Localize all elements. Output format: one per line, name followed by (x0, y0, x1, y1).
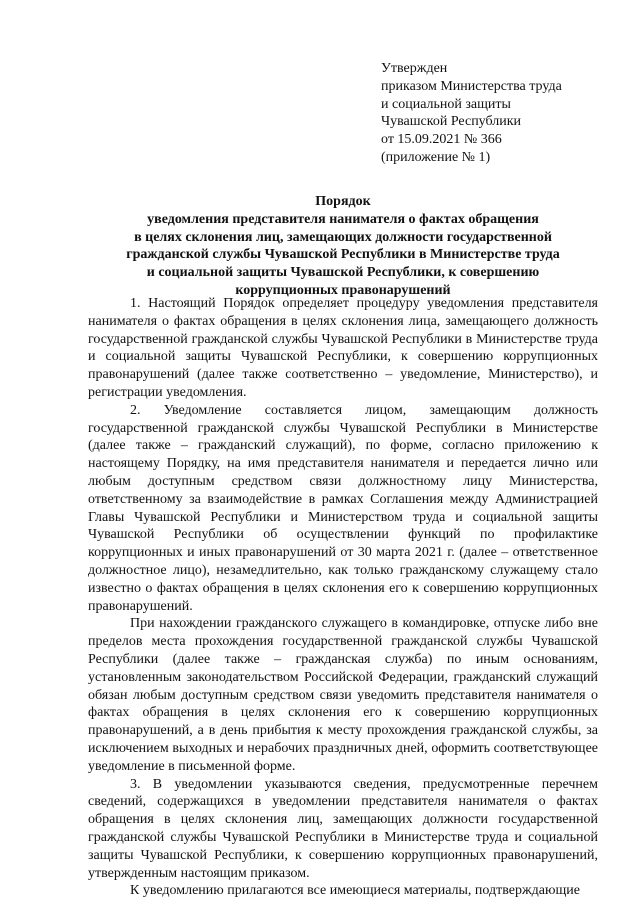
approval-line: приказом Министерства труда (381, 78, 562, 94)
approval-line: (приложение № 1) (381, 149, 491, 165)
title-line: и социальной защиты Чувашской Республики, к совершению (146, 265, 540, 281)
paragraph: К уведомлению прилагаются все имеющиеся материалы, подтверждающие (130, 883, 580, 899)
document-body (88, 295, 598, 900)
approval-stamp (381, 60, 611, 167)
paragraph: 2. Уведомление составляется лицом, замещающим должность государственной гражданской службы Чувашской Республики в Министерстве (далее также – гражданский служащий), по форме, согласно приложению к настоящему Порядку, на имя представителя нанимателя и передается лично или любым доступным средством связи должностному лицу Министерства, ответственному за взаимодействие в рамках Соглашения между Администрацией Главы Чувашской Республики и Министерством труда и социальной защиты Чувашской Республики об осуществлении функций по профилактике коррупционных и иных правонарушений от 30 марта 2021 г. (далее – ответственное должностное лицо), незамедлительно, как только гражданскому служащему стало известно о фактах обращения в целях склонения его к совершению коррупционных правонарушений. (88, 402, 598, 614)
title-line: гражданской службы Чувашской Республики в Министерстве труда (126, 247, 560, 263)
title-line: уведомления представителя нанимателя о фактах обращения (147, 211, 539, 227)
approval-line: Утвержден (381, 61, 448, 76)
approval-line: Чувашской Республики (381, 114, 522, 130)
paragraph: 3. В уведомлении указываются сведения, предусмотренные перечнем сведений, содержащихся в уведомлении представителя нанимателя о фактах обращения в целях склонения лиц, замещающих должности государственной гражданской службы Чувашской Республики в Министерстве труда и социальной защиты Чувашской Республики, к совершению коррупционных правонарушений, утвержденным настоящим приказом. (88, 776, 598, 881)
title-line: в целях склонения лиц, замещающих должности государственной (134, 229, 552, 245)
approval-line: от 15.09.2021 № 366 (381, 132, 502, 148)
title-line: Порядок (315, 194, 371, 209)
approval-line: и социальной защиты (381, 96, 511, 112)
paragraph: 1. Настоящий Порядок определяет процедуру уведомления представителя нанимателя о фактах обращения в целях склонения лица, замещающего должность государственной гражданской службы Чувашской Республики в Министерстве труда и социальной защиты Чувашской Республики, к совершению коррупционных правонарушений (далее также соответственно – уведомление, Министерство), и регистрации уведомления. (88, 296, 598, 400)
document-title (88, 193, 598, 300)
title-line: коррупционных правонарушений (235, 282, 451, 298)
paragraph: При нахождении гражданского служащего в командировке, отпуске либо вне пределов места прохождения государственной гражданской службы Чувашской Республики (далее также – гражданская служба) по иным основаниям, установленным законодательством Российской Федерации, гражданский служащий обязан любым доступным средством связи уведомить представителя нанимателя о фактах обращения в целях склонения его к совершению коррупционных правонарушений, а в день прибытия к месту прохождения гражданской службы, за исключением выходных и нерабочих праздничных дней, оформить соответствующее уведомление в письменной форме. (88, 616, 598, 774)
